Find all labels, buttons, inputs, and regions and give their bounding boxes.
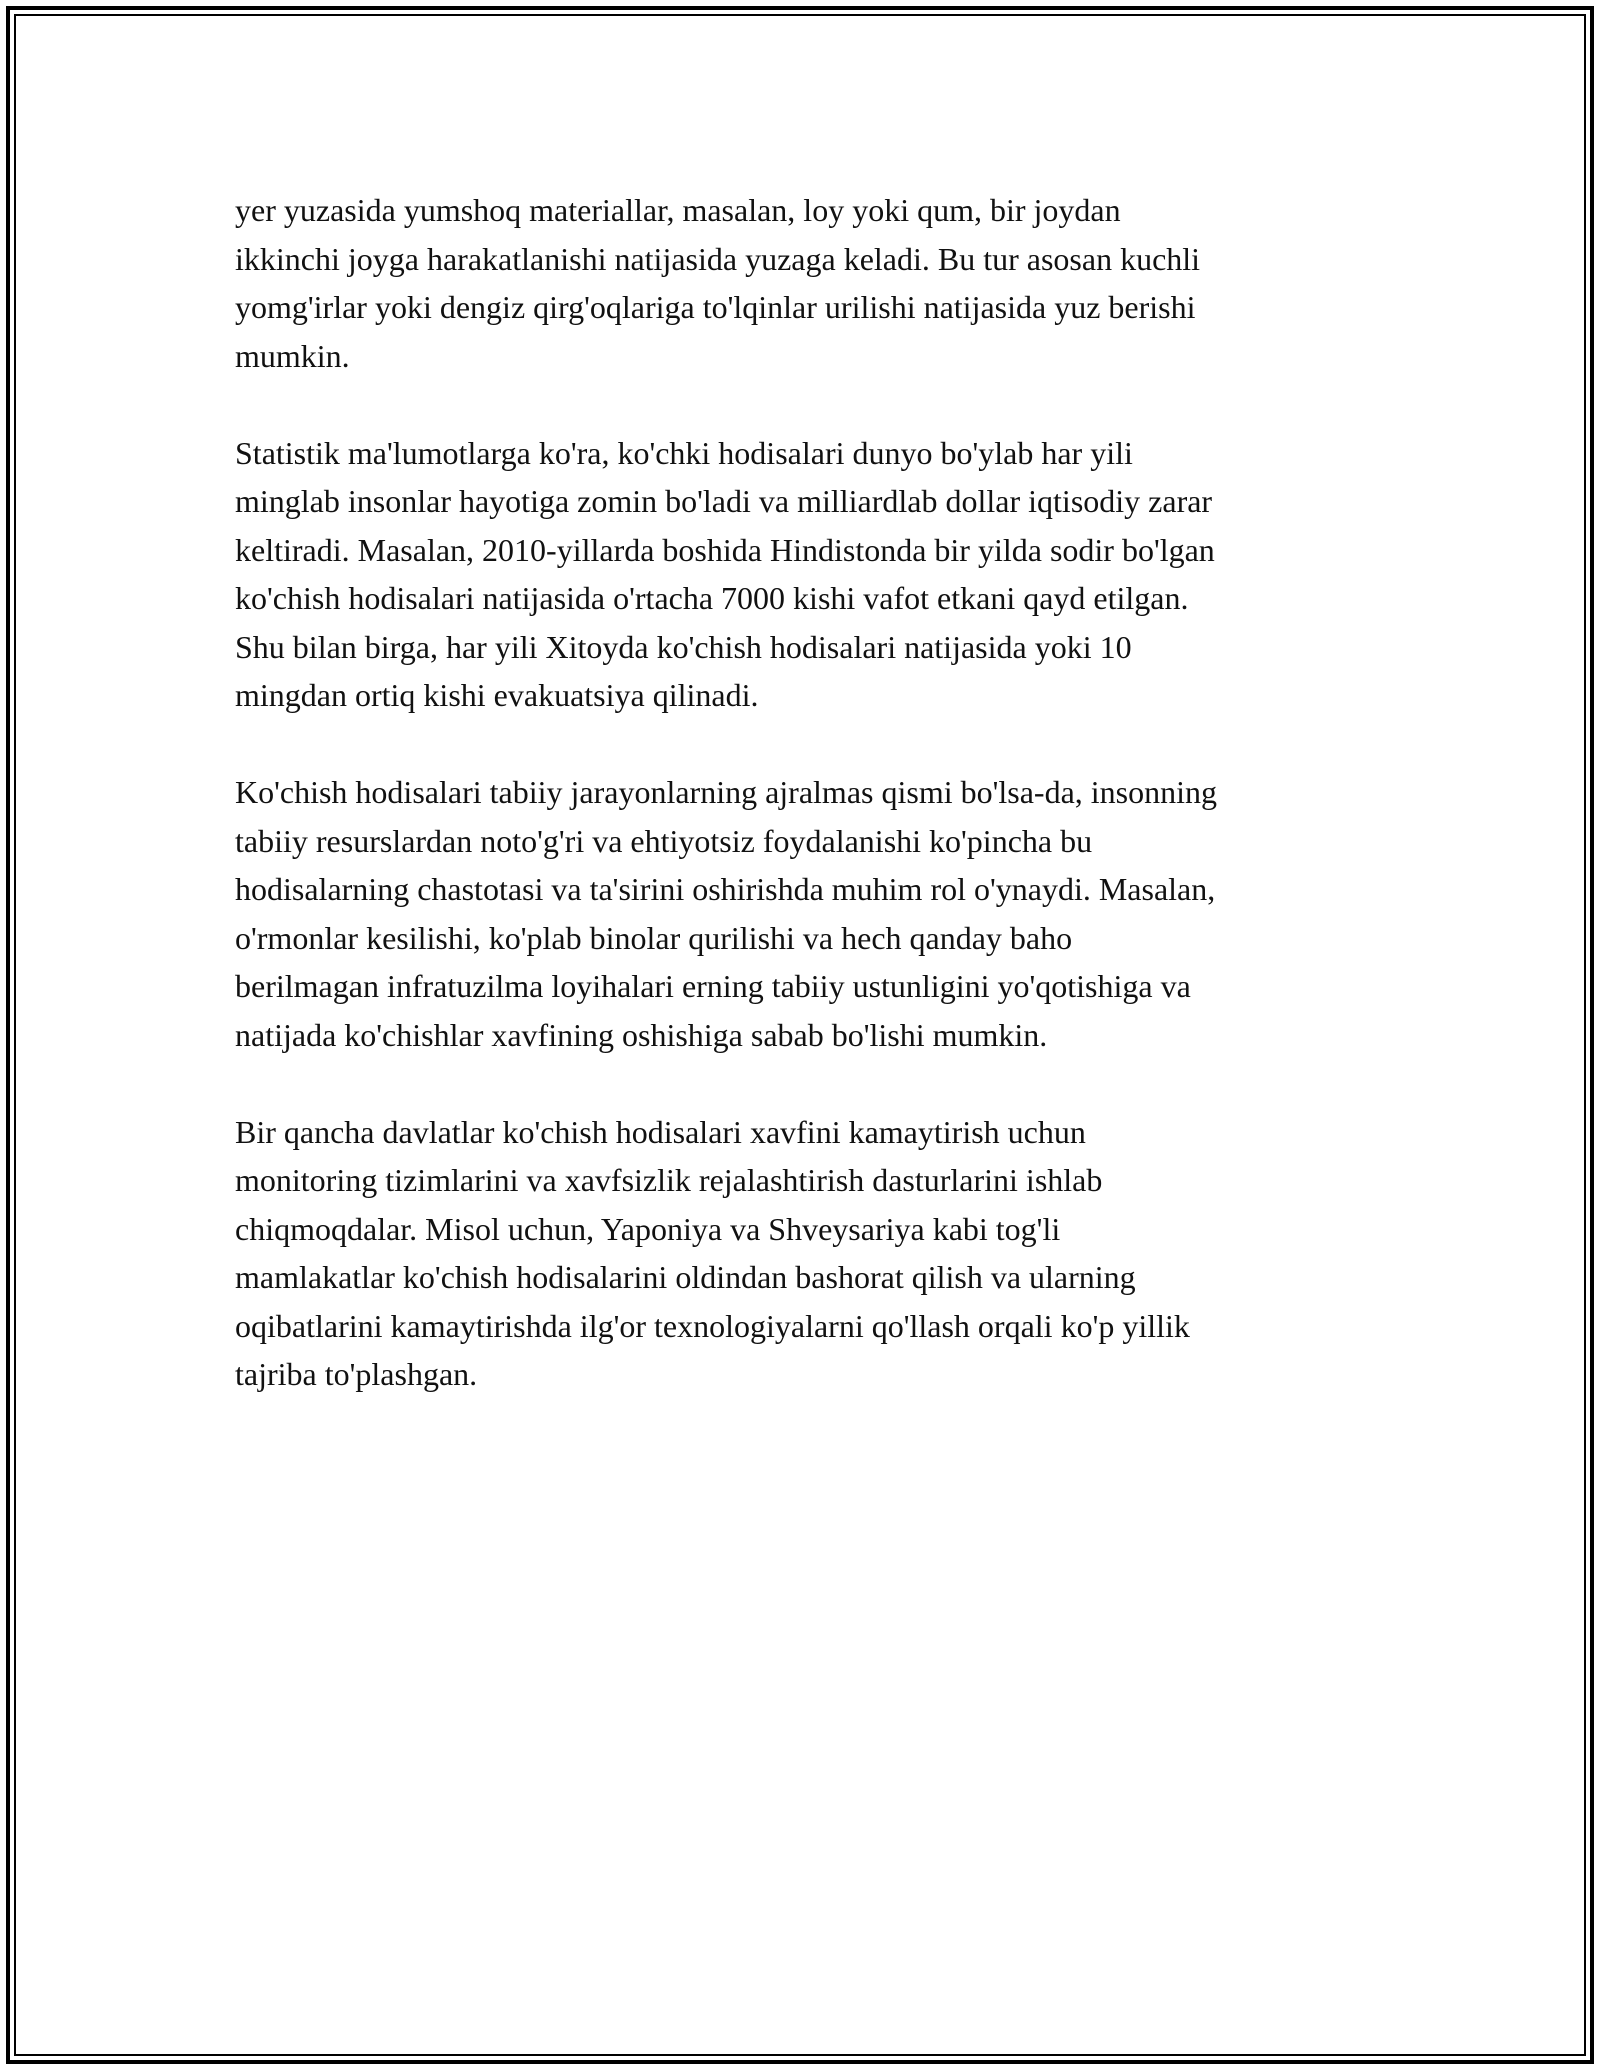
text-line: Bir qancha davlatlar ko'chish hodisalari xavfini kamaytirish uchun <box>235 1113 1086 1150</box>
text-line: tajriba to'plashgan. <box>235 1356 478 1392</box>
text-line: natijada ko'chishlar xavfining oshishiga sabab bo'lishi mumkin. <box>235 1016 1048 1053</box>
paragraph-3 <box>235 768 1370 1059</box>
text-line: tabiiy resurslardan noto'g'ri va ehtiyotsiz foydalanishi ko'pincha bu <box>235 822 1093 859</box>
text-line: mamlakatlar ko'chish hodisalarini oldindan bashorat qilish va ularning <box>235 1259 1136 1295</box>
text-line: yomg'irlar yoki dengiz qirg'oqlariga to'lqinlar urilishi natijasida yuz berishi <box>235 289 1196 325</box>
text-line: berilmagan infratuzilma loyihalari erning tabiiy ustunligini yo'qotishiga va <box>235 968 1191 1004</box>
text-line: Statistik ma'lumotlarga ko'ra, ko'chki hodisalari dunyo bo'ylab har yili <box>235 434 1133 471</box>
text-line: ko'chish hodisalari natijasida o'rtacha 7000 kishi vafot etkani qayd etilgan. <box>235 580 1189 616</box>
text-line: monitoring tizimlarini va xavfsizlik rejalashtirish dasturlarini ishlab <box>235 1162 1103 1198</box>
text-line: yer yuzasida yumshoq materiallar, masalan, loy yoki qum, bir joydan <box>235 192 1121 228</box>
paragraph-2 <box>235 429 1370 720</box>
paragraph-4 <box>235 1108 1370 1399</box>
text-line: oqibatlarini kamaytirishda ilg'or texnologiyalarni qo'llash orqali ko'p yillik <box>235 1307 1190 1344</box>
text-line: o'rmonlar kesilishi, ko'plab binolar qurilishi va hech qanday baho <box>235 919 1073 956</box>
paragraph-1 <box>235 186 1370 380</box>
document-body <box>235 186 1370 1447</box>
text-line: minglab insonlar hayotiga zomin bo'ladi va milliardlab dollar iqtisodiy zarar <box>235 483 1213 519</box>
text-line: mumkin. <box>235 337 350 374</box>
text-line: Ko'chish hodisalari tabiiy jarayonlarning ajralmas qismi bo'lsa-da, insonning <box>235 774 1217 810</box>
text-line: mingdan ortiq kishi evakuatsiya qilinadi. <box>235 677 759 713</box>
text-line: chiqmoqdalar. Misol uchun, Yaponiya va Shveysariya kabi tog'li <box>235 1210 1061 1247</box>
text-line: Shu bilan birga, har yili Xitoyda ko'chish hodisalari natijasida yoki 10 <box>235 628 1132 665</box>
text-line: hodisalarning chastotasi va ta'sirini oshirishda muhim rol o'ynaydi. Masalan, <box>235 871 1216 907</box>
text-line: ikkinchi joyga harakatlanishi natijasida yuzaga keladi. Bu tur asosan kuchli <box>235 240 1201 277</box>
text-line: keltiradi. Masalan, 2010-yillarda boshida Hindistonda bir yilda sodir bo'lgan <box>235 531 1215 568</box>
